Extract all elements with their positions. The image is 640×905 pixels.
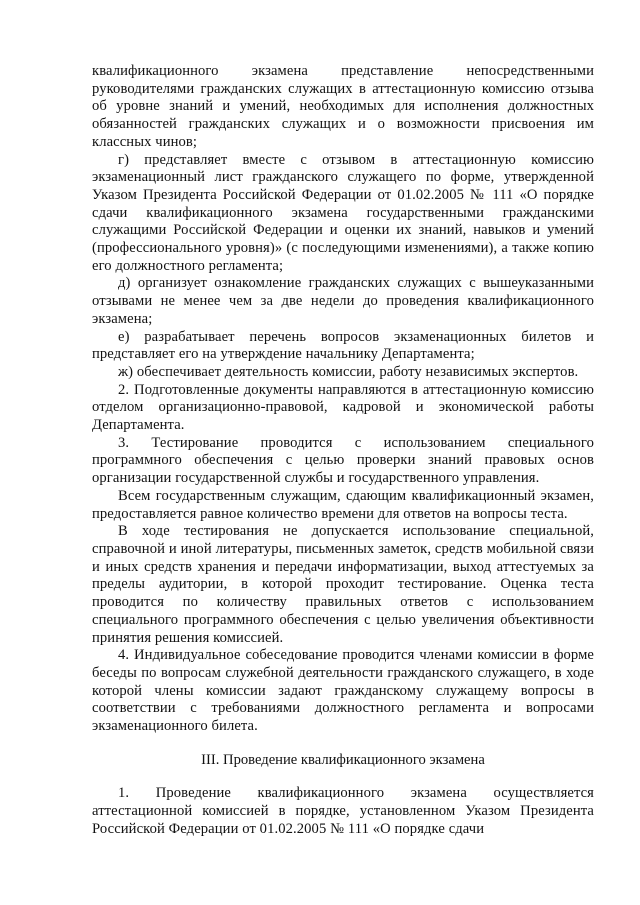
document-body [92, 63, 594, 839]
paragraph-point-4: 4. Индивидуальное собеседование проводится членами комиссии в форме беседы по вопросам служебной деятельности гражданского служащего, в ходе которой члены комиссии задают гражданскому служащему вопросы в соответствии с требованиями должностного регламента и вопросами экзаменационного билета. [92, 647, 594, 735]
section-heading: III. Проведение квалификационного экзамена [201, 751, 485, 768]
paragraph-section-3-point-1: 1. Проведение квалификационного экзамена осуществляется аттестационной комиссией в порядке, установленном Указом Президента Российской Федерации от 01.02.2005 № 111 «О порядке сдачи [92, 785, 594, 837]
paragraph-continuation: квалификационного экзамена представление непосредственными руководителями гражданских служащих в аттестационную комиссию отзыва об уровне знаний и умений, необходимых для исполнения должностных обязанностей гражданских служащих и о возможности присвоения им классных чинов; [92, 63, 594, 150]
paragraph-point-2: 2. Подготовленные документы направляются в аттестационную комиссию отделом организационно-правовой, кадровой и экономической работы Департамента. [92, 381, 594, 434]
paragraph-item-d: д) организует ознакомление гражданских служащих с вышеуказанными отзывами не менее чем за две недели до проведения квалификационного экзамена; [92, 275, 594, 327]
paragraph-item-g: г) представляет вместе с отзывом в аттестационную комиссию экзаменационный лист гражданского служащего по форме, утвержденной Указом Президента Российской Федерации от 01.02.2005 № 111 «О порядке сдачи квалификационного экзамена государственными гражданскими служащими Российской Федерации и оценки их знаний, навыков и умений (профессионального уровня)» (с последующими изменениями), а также копию его должностного регламента; [92, 151, 594, 274]
paragraph-point-3: 3. Тестирование проводится с использованием специального программного обеспечения с целью проверки знаний правовых основ организации государственной службы и государственного управления. [92, 434, 594, 487]
paragraph-testing-time: Всем государственным служащим, сдающим квалификационный экзамен, предоставляется равное количество времени для ответов на вопросы теста. [92, 487, 594, 522]
paragraph-item-zh: ж) обеспечивает деятельность комиссии, работу независимых экспертов. [118, 363, 579, 380]
paragraph-item-e: е) разрабатывает перечень вопросов экзаменационных билетов и представляет его на утверждение начальнику Департамента; [92, 328, 594, 363]
paragraph-testing-rules: В ходе тестирования не допускается использование специальной, справочной и иной литературы, письменных заметок, средств мобильной связи и иных средств хранения и передачи информатизации, выход аттестуемых за пределы аудитории, в которой проходит тестирование. Оценка теста проводится по количеству правильных ответов с использованием специального программного обеспечения с целью увеличения объективности принятия решения комиссией. [92, 523, 594, 646]
